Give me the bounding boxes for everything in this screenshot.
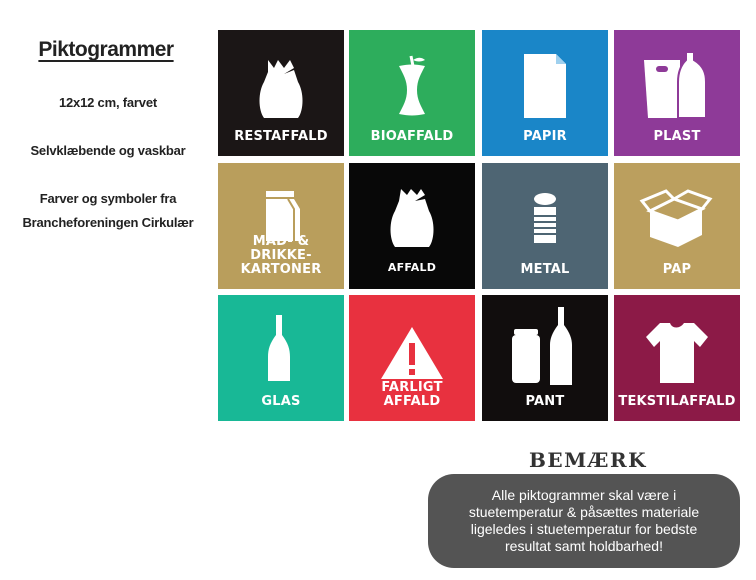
tile-label: GLAS [261, 394, 301, 409]
tile-farligt-affald [349, 295, 475, 421]
tile-label: FARLIGT AFFALD [381, 380, 443, 409]
tile-mad-drikkekartoner [218, 163, 344, 289]
tile-pap [614, 163, 740, 289]
tile-label: AFFALD [387, 261, 437, 274]
note-title: BEMÆRK [529, 448, 647, 472]
size-text: 12x12 cm, farvet [59, 95, 157, 110]
tile-label: RESTAFFALD [234, 129, 328, 144]
source-text-line2: Brancheforeningen Cirkulær [22, 215, 194, 230]
info-title: Piktogrammer [38, 38, 174, 61]
tile-bioaffald [349, 30, 475, 156]
source-text-line1: Farver og symboler fra [39, 191, 177, 206]
note-box: Alle piktogrammer skal være i stuetemperatur & påsættes materiale ligeledes i stuetemperatur for bedste resultat samt holdbarhed! [428, 474, 740, 568]
tile-papir [482, 30, 608, 156]
tile-label: TEKSTILAFFALD [618, 394, 736, 409]
tile-metal [482, 163, 608, 289]
tile-label: METAL [520, 262, 570, 277]
tile-label: PANT [525, 394, 565, 409]
material-text: Selvklæbende og vaskbar [30, 143, 186, 158]
tile-pant [482, 295, 608, 421]
tile-label: BIOAFFALD [370, 129, 454, 144]
tile-label: PAPIR [523, 129, 567, 144]
tile-plast [614, 30, 740, 156]
tile-label: PAP [662, 262, 692, 277]
tile-tekstilaffald [614, 295, 740, 421]
tile-label: MAD- & DRIKKE- KARTONER [240, 234, 322, 277]
tile-restaffald [218, 30, 344, 156]
tile-affald [349, 163, 475, 289]
tile-glas [218, 295, 344, 421]
tile-label: PLAST [653, 129, 701, 144]
